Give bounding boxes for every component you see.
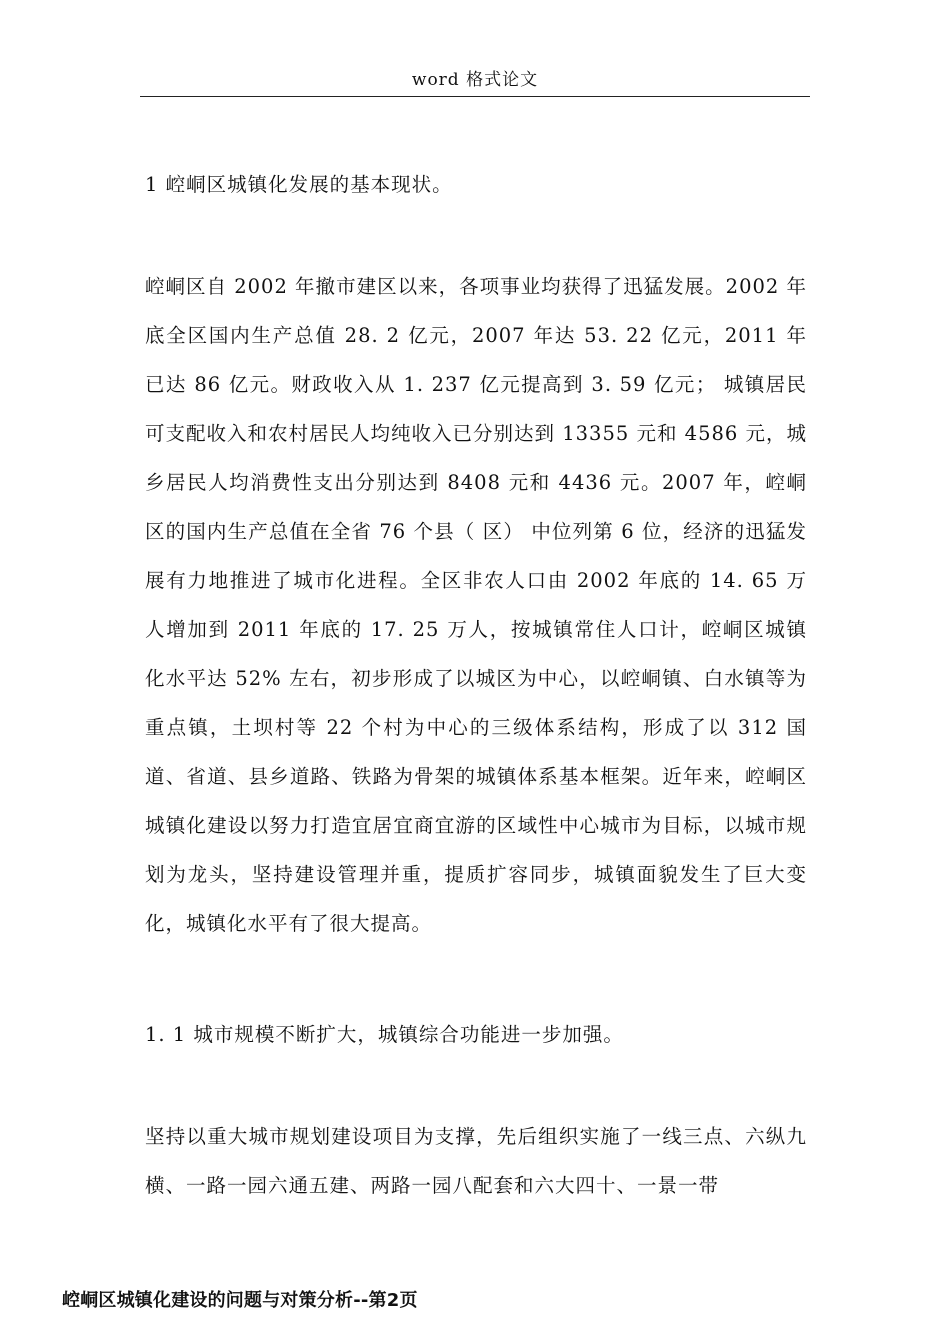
section-heading-1-1: 1. 1 城市规模不断扩大，城镇综合功能进一步加强。 bbox=[145, 1023, 624, 1046]
section-heading-1: 1 崆峒区城镇化发展的基本现状。 bbox=[145, 173, 453, 196]
page-header: word 格式论文 bbox=[140, 68, 810, 97]
page-footer: 崆峒区城镇化建设的问题与对策分析--第2页 bbox=[62, 1290, 418, 1311]
body-paragraph-1: 崆峒区自 2002 年撤市建区以来，各项事业均获得了迅猛发展。2002 年底全区国内生产总值 28. 2 亿元，2007 年达 53. 22 亿元，2011 年已达 86 亿元。财政收入从 1. 237 亿元提高到 3. 59 亿元； 城镇居民可支配收入和农村居民人均纯收入已分别达到 13355 元和 4586 元，城乡居民人均消费性支出分别达到 8408 元和 4436 元。2007 年，崆峒区的国内生产总值在全省 76 个县（ 区） 中位列第 6 位，经济的迅猛发展有力地推进了城市化进程。全区非农人口由 2002 年底的 14. 65 万人增加到 2011 年底的 17. 25 万人，按城镇常住人口计，崆峒区城镇化水平达 52% 左右，初步形成了以城区为中心，以崆峒镇、白水镇等为重点镇，土坝村等 22 个村为中心的三级体系结构，形成了以 312 国道、省道、县乡道路、铁路为骨架的城镇体系基本框架。近年来，崆峒区城镇化建设以努力打造宜居宜商宜游的区域性中心城市为目标，以城市规划为龙头，坚持建设管理并重，提质扩容同步，城镇面貌发生了巨大变化，城镇化水平有了很大提高。 bbox=[145, 275, 807, 935]
body-paragraph-2: 坚持以重大城市规划建设项目为支撑，先后组织实施了一线三点、六纵九横、一路一园六通五建、两路一园八配套和六大四十、一景一带 bbox=[145, 1125, 807, 1197]
